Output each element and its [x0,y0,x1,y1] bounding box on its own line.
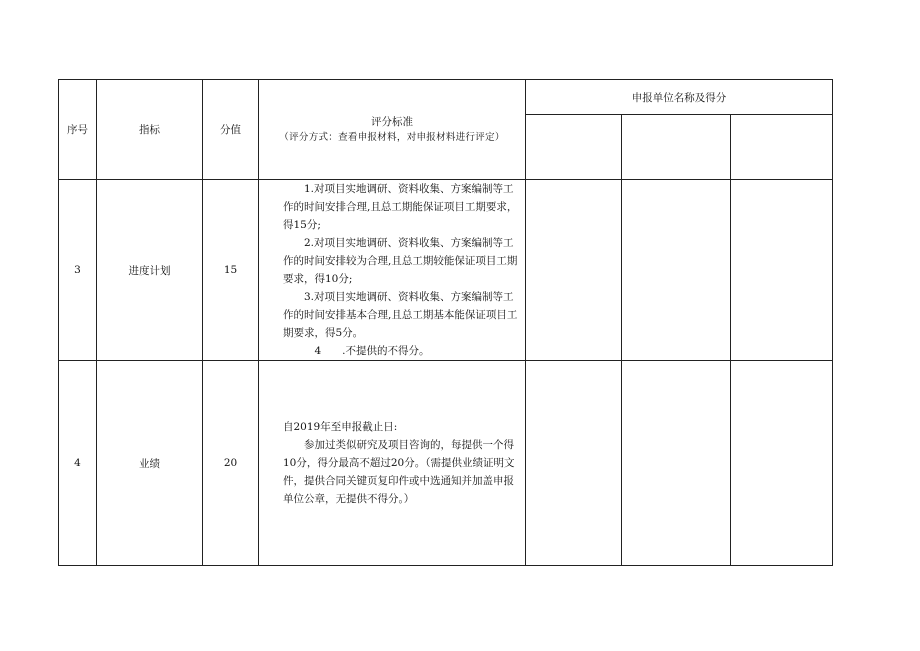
row-indicator: 进度计划 [97,180,203,361]
header-applicant: 申报单位名称及得分 [526,80,833,115]
score-cell [622,361,731,566]
scoring-table [58,79,833,566]
row-criteria [259,180,526,361]
header-score-value: 分值 [203,80,259,180]
row-score: 20 [203,361,259,566]
applicant-cell [622,115,731,180]
criteria-item: 自2019年至申报截止日: [283,421,398,433]
row-seq: 4 [59,361,97,566]
criteria-item: 2.对项目实地调研、资料收集、方案编制等工作的时间安排较为合理,且总工期较能保证项目工期要求，得10分; [283,237,518,285]
header-indicator: 指标 [97,80,203,180]
applicant-cell [526,115,622,180]
row-indicator: 业绩 [97,361,203,566]
score-cell [731,361,833,566]
criteria-item: 参加过类似研究及项目咨询的，每提供一个得10分，得分最高不超过20分。（需提供业绩证明文件，提供合同关键页复印件或中选通知并加盖申报单位公章，无提供不得分。） [283,439,515,505]
criteria-item: 1.对项目实地调研、资料收集、方案编制等工作的时间安排合理,且总工期能保证项目工期要求，得15分; [283,183,518,231]
row-score: 15 [203,180,259,361]
criteria-item: 4 .不提供的不得分。 [314,345,430,357]
score-cell [526,361,622,566]
criteria-subtitle: （评分方式：查看申报材料，对申报材料进行评定） [279,131,505,143]
row-seq: 3 [59,180,97,361]
criteria-item: 3.对项目实地调研、资料收集、方案编制等工作的时间安排基本合理,且总工期基本能保证项目工期要求，得5分。 [283,291,518,339]
header-seq: 序号 [59,80,97,180]
score-cell [622,180,731,361]
row-criteria [259,361,526,566]
header-criteria [259,80,526,180]
score-cell [731,180,833,361]
applicant-cell [731,115,833,180]
score-cell [526,180,622,361]
criteria-title: 评分标准 [371,115,413,128]
